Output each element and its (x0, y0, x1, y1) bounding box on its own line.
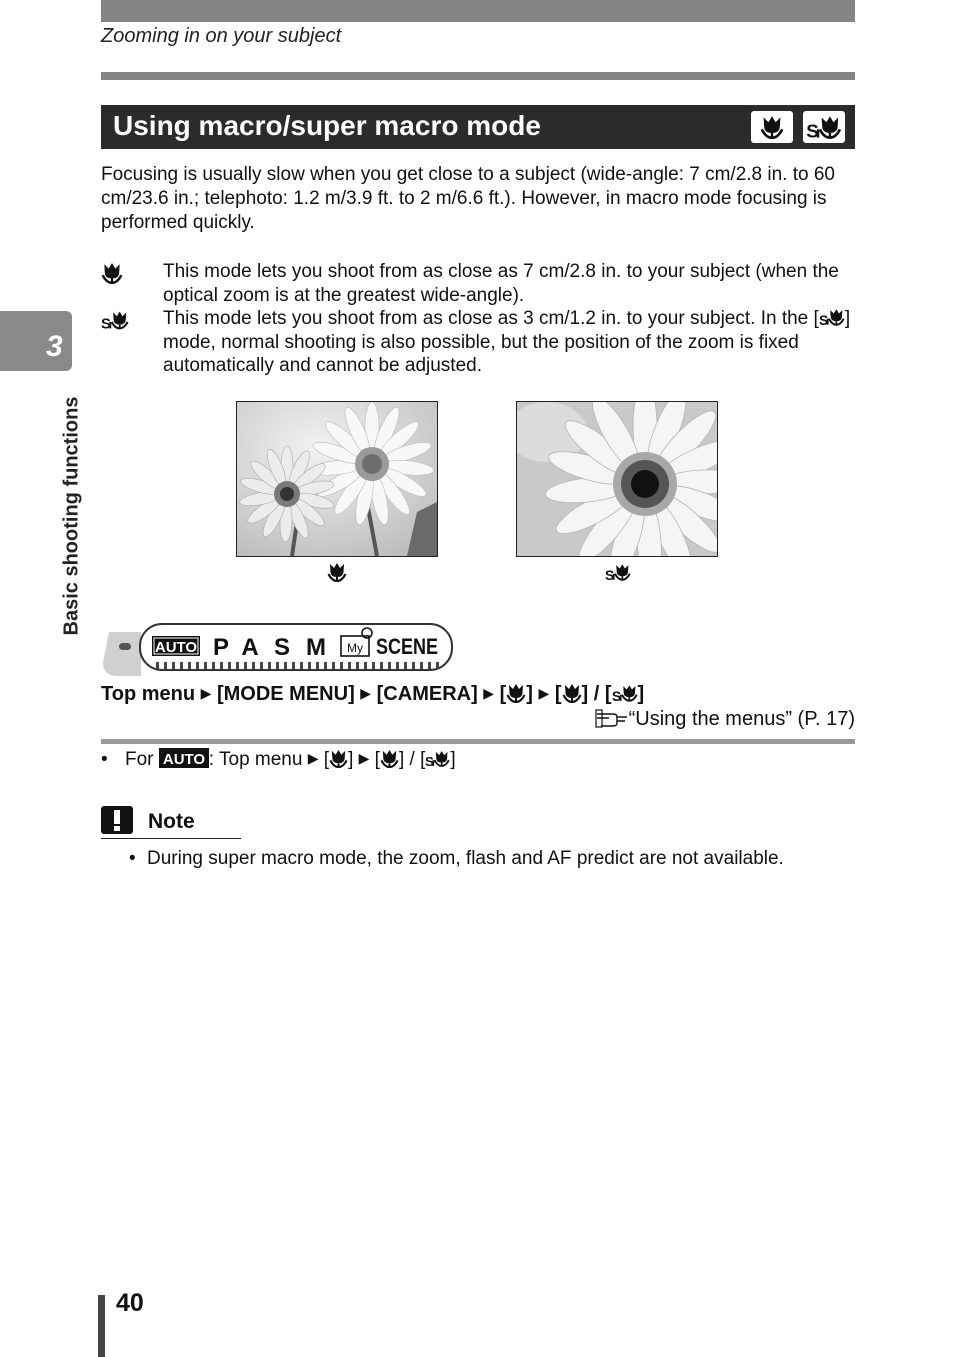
macro-icon (751, 111, 793, 143)
svg-text:AUTO: AUTO (162, 751, 205, 768)
macro-sample-photo (236, 401, 438, 557)
header-top-rule (101, 0, 855, 22)
intro-paragraph: Focusing is usually slow when you get close to a subject (wide-angle: 7 cm/2.8 in. to 60 cm/23.6 in.; telephoto: 1.2 m/3.9 ft. to 2 m/6.6 ft.). However, in macro mode focusing is performed quickly. (101, 164, 835, 233)
warning-icon (101, 806, 133, 836)
super-macro-icon (612, 683, 638, 703)
chapter-number: 3 (46, 330, 63, 363)
super-macro-icon (605, 562, 631, 587)
mode-p: P (212, 634, 230, 661)
mode-a: A (241, 634, 259, 661)
macro-description: This mode lets you shoot from as close as 7 cm/2.8 in. to your subject (when the optical zoom is at the greatest wide-angle). (101, 260, 855, 307)
note-heading: Note (101, 806, 241, 839)
mode-m: M (306, 634, 326, 661)
page-number: 40 (116, 1289, 144, 1317)
macro-icon (562, 683, 582, 703)
menu-path: Top menu ▶ [MODE MENU] ▶ [CAMERA] ▶ [ ] ▶ [ ] / [ ] (101, 683, 645, 705)
mode-s: S (273, 634, 291, 661)
arrow-right-icon: ▶ (483, 685, 495, 701)
macro-icon (329, 749, 348, 768)
super-macro-icon (101, 309, 129, 338)
arrow-right-icon: ▶ (538, 685, 550, 701)
svg-text:My: My (347, 641, 363, 655)
title-bar (101, 105, 855, 149)
mode-scene: SCENE (376, 634, 438, 659)
section-subtitle: Zooming in on your subject (101, 25, 342, 47)
shooting-mode-strip (101, 622, 456, 676)
auto-mode-icon (159, 748, 209, 768)
svg-text:AUTO: AUTO (154, 639, 198, 656)
page-number-bar (98, 1295, 105, 1357)
menu-reference: “Using the menus” (P. 17) (595, 708, 855, 731)
pointing-hand-icon (595, 708, 629, 728)
super-macro-icon (803, 111, 845, 143)
note-text: • During super macro mode, the zoom, flash and AF predict are not available. (129, 848, 784, 869)
header-bottom-rule (101, 72, 855, 80)
super-macro-icon (819, 307, 845, 327)
page-title: Using macro/super macro mode (113, 110, 541, 141)
arrow-right-icon: ▶ (200, 685, 212, 701)
macro-icon (327, 562, 347, 587)
macro-icon (101, 262, 123, 291)
macro-icon (506, 683, 526, 703)
arrow-right-icon: ▶ (307, 750, 319, 766)
arrow-right-icon: ▶ (358, 750, 370, 766)
arrow-right-icon: ▶ (360, 685, 372, 701)
super-macro-sample-photo (516, 401, 718, 557)
auto-mode-icon (152, 636, 200, 656)
super-macro-description: This mode lets you shoot from as close as 3 cm/1.2 in. to your subject. In the [ ] mode, normal shooting is also possible, but the position of the zoom is fixed automatically and cannot be adjusted. (101, 307, 855, 378)
super-macro-icon (425, 749, 450, 768)
chapter-label: Basic shooting functions (60, 396, 83, 636)
macro-icon (380, 749, 399, 768)
menu-divider (101, 739, 855, 744)
auto-mode-instruction: • For AUTO : Top menu ▶ [ ] ▶ [ ] / [ ] (101, 749, 456, 770)
